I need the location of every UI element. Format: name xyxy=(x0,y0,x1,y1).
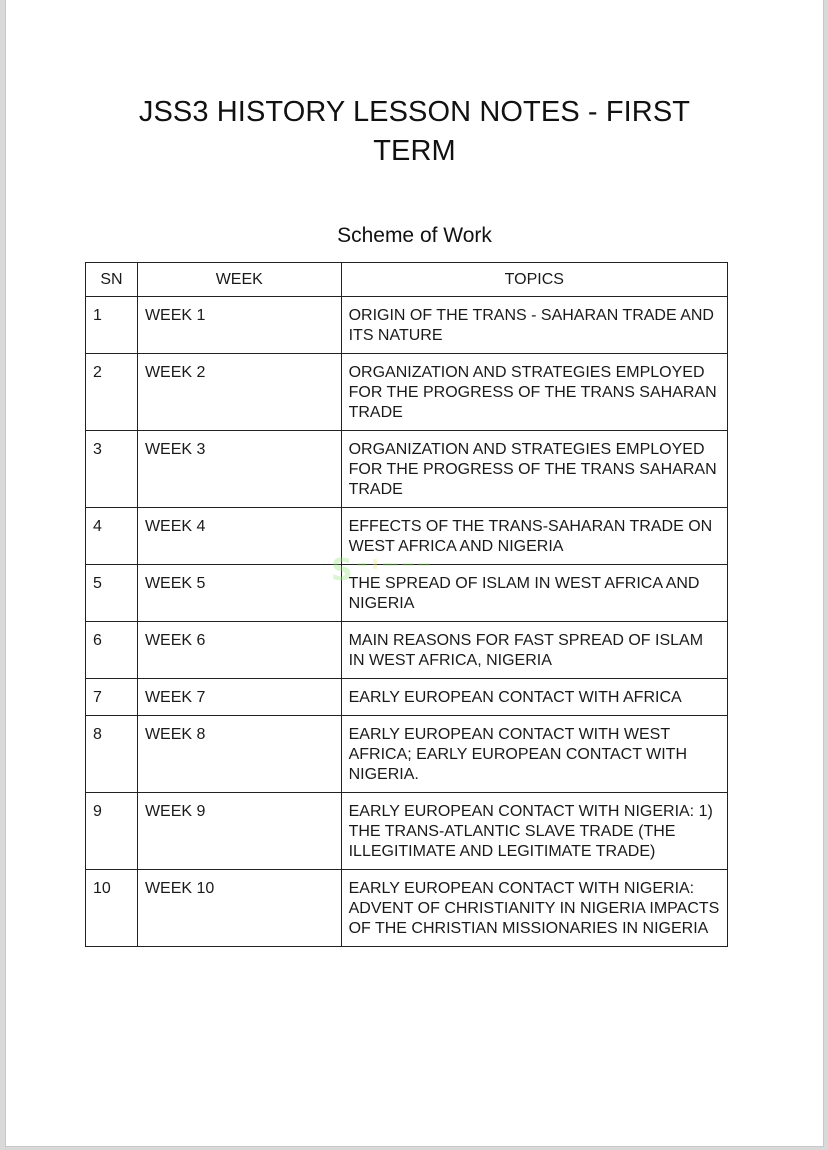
table-row xyxy=(86,793,728,870)
cell-topic: THE SPREAD OF ISLAM IN WEST AFRICA AND NIGERIA xyxy=(341,565,727,622)
cell-sn: 3 xyxy=(86,431,138,508)
cell-topic: EARLY EUROPEAN CONTACT WITH WEST AFRICA; EARLY EUROPEAN CONTACT WITH NIGERIA. xyxy=(341,716,727,793)
table-row xyxy=(86,508,728,565)
header-sn: SN xyxy=(86,263,138,297)
section-subtitle: Scheme of Work xyxy=(337,224,492,247)
cell-week: WEEK 4 xyxy=(137,508,341,565)
cell-sn: 1 xyxy=(86,297,138,354)
cell-sn: 10 xyxy=(86,870,138,947)
cell-sn: 7 xyxy=(86,679,138,716)
cell-week: WEEK 3 xyxy=(137,431,341,508)
table-row xyxy=(86,679,728,716)
cell-topic: EARLY EUROPEAN CONTACT WITH NIGERIA: ADVENT OF CHRISTIANITY IN NIGERIA IMPACTS OF THE CHRISTIAN MISSIONARIES IN NIGERIA xyxy=(341,870,727,947)
svg-text:S: S xyxy=(331,553,353,585)
table-row xyxy=(86,870,728,947)
cell-week: WEEK 2 xyxy=(137,354,341,431)
cell-topic: ORGANIZATION AND STRATEGIES EMPLOYED FOR THE PROGRESS OF THE TRANS SAHARAN TRADE xyxy=(341,354,727,431)
cell-topic: EARLY EUROPEAN CONTACT WITH NIGERIA: 1) THE TRANS-ATLANTIC SLAVE TRADE (THE ILLEGITIMATE AND LEGITIMATE TRADE) xyxy=(341,793,727,870)
cell-sn: 5 xyxy=(86,565,138,622)
cell-week: WEEK 1 xyxy=(137,297,341,354)
table-row xyxy=(86,622,728,679)
cell-sn: 4 xyxy=(86,508,138,565)
document-page xyxy=(5,0,824,1147)
header-week: WEEK xyxy=(137,263,341,297)
table-header-row xyxy=(86,263,728,297)
table-row xyxy=(86,565,728,622)
cell-topic: ORIGIN OF THE TRANS - SAHARAN TRADE AND ITS NATURE xyxy=(341,297,727,354)
cell-topic: EFFECTS OF THE TRANS-SAHARAN TRADE ON WEST AFRICA AND NIGERIA xyxy=(341,508,727,565)
cell-sn: 8 xyxy=(86,716,138,793)
table-row xyxy=(86,431,728,508)
cell-topic: EARLY EUROPEAN CONTACT WITH AFRICA xyxy=(341,679,727,716)
cell-week: WEEK 10 xyxy=(137,870,341,947)
cell-sn: 6 xyxy=(86,622,138,679)
cell-sn: 2 xyxy=(86,354,138,431)
scheme-of-work-table xyxy=(85,262,728,947)
cell-week: WEEK 6 xyxy=(137,622,341,679)
cell-topic: MAIN REASONS FOR FAST SPREAD OF ISLAM IN WEST AFRICA, NIGERIA xyxy=(341,622,727,679)
table-row xyxy=(86,297,728,354)
cell-week: WEEK 8 xyxy=(137,716,341,793)
cell-sn: 9 xyxy=(86,793,138,870)
cell-topic: ORGANIZATION AND STRATEGIES EMPLOYED FOR THE PROGRESS OF THE TRANS SAHARAN TRADE xyxy=(341,431,727,508)
cell-week: WEEK 9 xyxy=(137,793,341,870)
document-title: JSS3 HISTORY LESSON NOTES - FIRST TERM xyxy=(138,96,691,167)
cell-week: WEEK 7 xyxy=(137,679,341,716)
table-row xyxy=(86,716,728,793)
table-row xyxy=(86,354,728,431)
cell-week: WEEK 5 xyxy=(137,565,341,622)
header-topics: TOPICS xyxy=(341,263,727,297)
